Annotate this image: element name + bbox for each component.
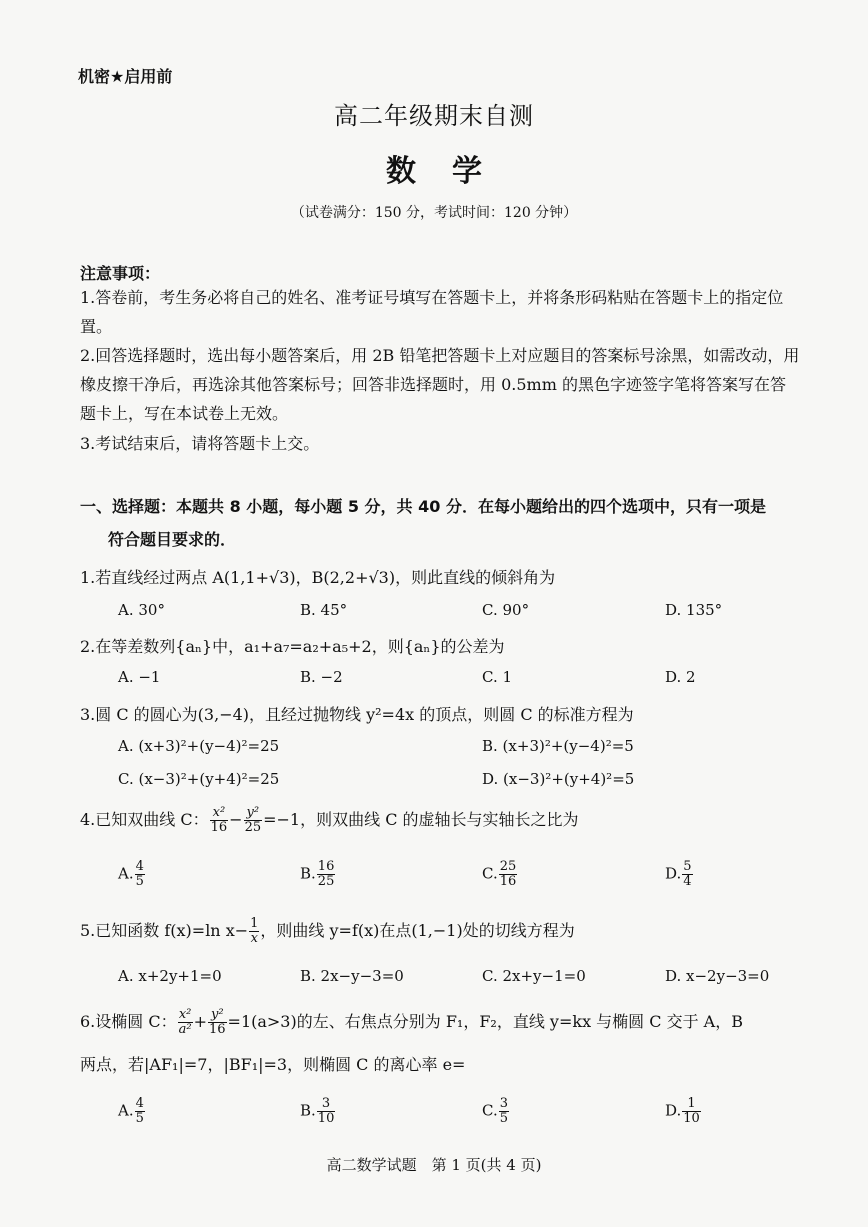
option-letter: B. (300, 1101, 316, 1120)
frac-numerator: 3 (317, 1097, 336, 1112)
option-letter: A. (118, 1101, 134, 1120)
note-item-3: 3.考试结束后，请将答题卡上交。 (80, 434, 320, 453)
question-6-stem-line2: 两点，若|AF₁|=7，|BF₁|=3，则椭圆 C 的离心率 e= (80, 1055, 466, 1074)
question-5-stem (80, 917, 575, 946)
notes-title: 注意事项： (80, 264, 161, 283)
question-4-stem-post: =−1，则双曲线 C 的虚轴长与实轴长之比为 (263, 810, 579, 829)
confidential-label: 机密★启用前 (78, 67, 173, 86)
frac-numerator: 1 (250, 916, 259, 931)
option-fraction (499, 1097, 509, 1126)
frac-numerator: 4 (135, 1096, 144, 1111)
option-fraction (135, 1097, 145, 1126)
frac-numerator: 5 (683, 859, 692, 874)
question-6-plus: + (193, 1012, 207, 1031)
option-letter: C. (482, 1101, 498, 1120)
question-6-stem-post: =1(a>3)的左、右焦点分别为 F₁，F₂，直线 y=kx 与椭圆 C 交于 A，B (227, 1012, 743, 1031)
frac-numerator: y² (208, 1008, 227, 1023)
note-item-2: 2.回答选择题时，选出每小题答案后，用 2B 铅笔把答题卡上对应题目的答案标号涂黑，如需改动，用橡皮擦干净后，再选涂其他答案标号；回答非选择题时，用 0.5mm 的黑色字迹签字笔将答案写在答题卡上，写在本试卷上无效。 (80, 346, 800, 423)
question-1-option-a: A. 30° (118, 601, 165, 619)
question-5-stem-post: ，则曲线 y=f(x)在点(1,−1)处的切线方程为 (260, 921, 575, 940)
question-6-option-b (300, 1097, 336, 1126)
option-letter: A. (118, 864, 134, 883)
frac-numerator: 4 (135, 859, 144, 874)
question-6-stem (80, 1008, 743, 1037)
question-4-option-d (665, 860, 694, 889)
question-6-option-d (665, 1097, 702, 1126)
question-5-option-c: C. 2x+y−1=0 (482, 967, 586, 985)
question-5-stem-pre: 5.已知函数 f(x)=ln x− (80, 921, 249, 940)
frac-denominator: 16 (499, 874, 517, 889)
frac-denominator: 25 (317, 874, 335, 889)
question-4-stem (80, 806, 579, 835)
frac-denominator: 5 (499, 1111, 508, 1126)
question-3-stem: 3.圆 C 的圆心为(3,−4)，且经过抛物线 y²=4x 的顶点，则圆 C 的标准方程为 (80, 705, 634, 724)
question-1-stem: 1.若直线经过两点 A(1,1+√3)，B(2,2+√3)，则此直线的倾斜角为 (80, 568, 556, 587)
question-4-frac-x2-16 (210, 806, 229, 835)
question-4-option-a (118, 860, 146, 889)
option-fraction (682, 1097, 701, 1126)
question-3-option-b: B. (x+3)²+(y−4)²=5 (482, 737, 634, 755)
question-2-option-c: C. 1 (482, 668, 513, 686)
frac-denominator: a² (178, 1022, 192, 1037)
question-1-option-d: D. 135° (665, 601, 723, 619)
question-4-stem-pre: 4.已知双曲线 C： (80, 810, 209, 829)
option-fraction (317, 860, 336, 889)
option-letter: D. (665, 1101, 682, 1120)
question-4-minus: − (229, 810, 243, 829)
question-3-option-c: C. (x−3)²+(y+4)²=25 (118, 770, 280, 788)
frac-numerator: y² (244, 806, 263, 821)
question-3-option-a: A. (x+3)²+(y−4)²=25 (118, 737, 280, 755)
question-5-frac-1-x (249, 917, 259, 946)
question-3-option-d: D. (x−3)²+(y+4)²=5 (482, 770, 635, 788)
question-6-frac-y2-16 (208, 1008, 227, 1037)
question-5-option-a: A. x+2y+1=0 (118, 967, 222, 985)
option-letter: D. (665, 864, 682, 883)
question-4-option-b (300, 860, 336, 889)
question-6-stem-pre: 6.设椭圆 C： (80, 1012, 177, 1031)
frac-numerator: x² (210, 806, 229, 821)
subject-title: 数学 (386, 154, 518, 189)
frac-denominator: 10 (317, 1111, 335, 1126)
option-fraction (682, 860, 692, 889)
question-2-option-b: B. −2 (300, 668, 343, 686)
frac-numerator: 16 (317, 859, 335, 874)
option-fraction (135, 860, 145, 889)
section-heading (80, 490, 810, 556)
frac-numerator: x² (178, 1007, 192, 1022)
question-6-option-c (482, 1097, 510, 1126)
page-footer: 高二数学试题 第 1 页(共 4 页) (326, 1156, 542, 1174)
frac-denominator: 5 (135, 1111, 144, 1126)
question-4-frac-y2-25 (244, 806, 263, 835)
question-4-option-c (482, 860, 518, 889)
frac-denominator: 16 (210, 820, 228, 835)
frac-denominator: 5 (135, 874, 144, 889)
frac-denominator: 10 (683, 1111, 700, 1126)
frac-denominator: 16 (208, 1022, 226, 1037)
frac-denominator: 4 (683, 874, 692, 889)
question-2-stem: 2.在等差数列{aₙ}中，a₁+a₇=a₂+a₅+2，则{aₙ}的公差为 (80, 637, 505, 656)
note-item-1: 1.答卷前，考生务必将自己的姓名、准考证号填写在答题卡上，并将条形码粘贴在答题卡上的指定位置。 (80, 288, 784, 336)
frac-denominator: x (250, 931, 258, 946)
frac-denominator: 25 (244, 820, 262, 835)
section-heading-line2: 符合题目要求的． (108, 530, 237, 549)
question-5-option-b: B. 2x−y−3=0 (300, 967, 404, 985)
section-heading-line1: 一、选择题：本题共 8 小题，每小题 5 分，共 40 分．在每小题给出的四个选项中，只有一项是 (80, 497, 766, 516)
frac-numerator: 3 (499, 1096, 508, 1111)
option-fraction (317, 1097, 336, 1126)
option-letter: C. (482, 864, 498, 883)
question-6-frac-x2-a2 (178, 1008, 193, 1037)
question-1-option-c: C. 90° (482, 601, 530, 619)
frac-numerator: 25 (499, 859, 517, 874)
question-5-option-d: D. x−2y−3=0 (665, 967, 770, 985)
option-fraction (499, 860, 518, 889)
exam-title: 高二年级期末自测 (334, 102, 534, 130)
option-letter: B. (300, 864, 316, 883)
frac-numerator: 1 (682, 1097, 701, 1112)
question-2-option-d: D. 2 (665, 668, 696, 686)
question-1-option-b: B. 45° (300, 601, 348, 619)
score-time-line: （试卷满分：150 分，考试时间：120 分钟） (290, 205, 578, 221)
question-6-option-a (118, 1097, 146, 1126)
question-2-option-a: A. −1 (118, 668, 161, 686)
